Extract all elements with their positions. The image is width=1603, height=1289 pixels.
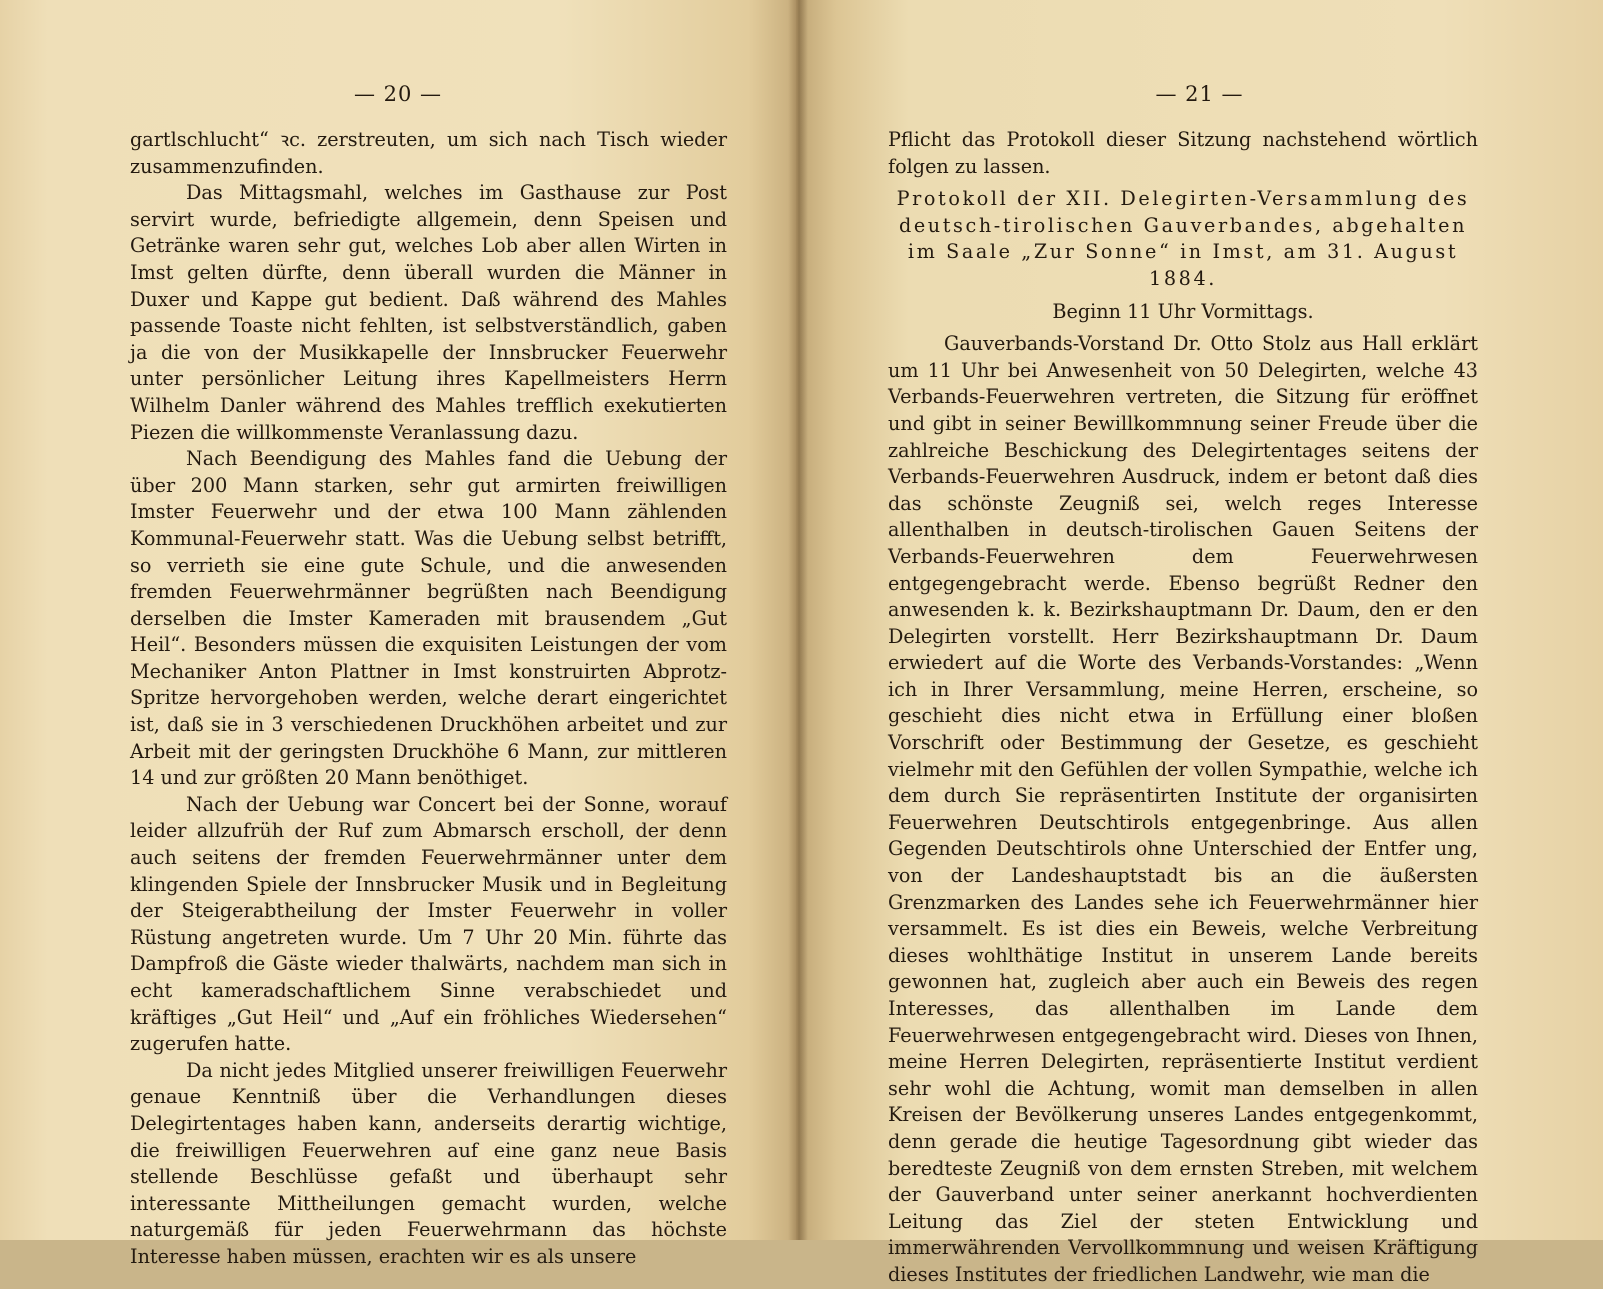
protocol-heading: Protokoll der XII. Delegirten-Versammlung des deutsch-tirolischen Gauverbandes, abgehalten im Saale „Zur Sonne“ in Imst, am 31. August 1884. (896, 187, 1470, 290)
page-number-right: — 21 — (1155, 82, 1244, 106)
paragraph: Das Mittagsmahl, welches im Gasthause zur Post servirt wurde, befriedigte allgemein, denn Speisen und Getränke waren sehr gut, welches Lob aber allen Wirten in Imst gelten dürfte, denn überall wurden die Männer in Duxer und Kappe gut bedient. Daß während des Mahles passende Toaste nicht fehlten, ist selbstverständlich, gaben ja die von der Musikkapelle der Innsbrucker Feuerwehr unter persönlicher Leitung ihres Kapellmeisters Herrn Wilhelm Danler während des Mahles trefflich exekutierten Piezen die willkommenste Veranlassung dazu. (130, 181, 727, 444)
left-page-text (130, 127, 727, 1271)
paragraph: Gauverbands-Vorstand Dr. Otto Stolz aus Hall erklärt um 11 Uhr bei Anwesenheit von 50 Delegirten, welche 43 Verbands-Feuerwehren vertreten, die Sitzung für eröffnet und gibt in seiner Bewillkommnung seiner Freude über die zahlreiche Beschickung des Delegirtentages seitens der Verbands-Feuerwehren Ausdruck, indem er betont daß dies das schönste Zeugniß sei, welch reges Interesse allenthalben in deutsch-tirolischen Gauen Seitens der Verbands-Feuerwehren dem Feuerwehrwesen entgegengebracht werde. Ebenso begrüßt Redner den anwesenden k. k. Bezirkshauptmann Dr. Daum, den er den Delegirten vorstellt. Herr Bezirkshauptmann Dr. Daum erwiedert auf die Worte des Verbands-Vorstandes: „Wenn ich in Ihrer Versammlung, meine Herren, erscheine, so geschieht dies nicht etwa in Erfüllung einer bloßen Vorschrift oder Bestimmung der Gesetze, es geschieht vielmehr mit den Gefühlen der vollen Sympathie, welche ich dem durch Sie repräsentirten Institute der organisirten Feuerwehren Deutschtirols entgegenbringe. Aus allen Gegenden Deutschtirols ohne Unterschied der Entfer ung, von der Landeshauptstadt bis an die äußersten Grenzmarken des Landes sehe ich Feuerwehrmänner hier versammelt. Es ist dies ein Beweis, welche Verbreitung dieses wohlthätige Institut in unserem Lande bereits gewonnen hat, zugleich aber auch ein Beweis des regen Interesses, das allenthalben im Lande dem Feuerwehrwesen entgegengebracht wird. Dieses von Ihnen, meine Herren Delegirten, repräsentierte Institut verdient sehr wohl die Achtung, womit man demselben in allen Kreisen der Bevölkerung unseres Landes entgegenkommt, denn gerade die heutige Tagesordnung gibt wieder das beredteste Zeugniß von dem ernsten Streben, mit welchem der Gauverband unter seiner anerkannt hochverdienten Leitung das Ziel der steten Entwicklung und immerwährenden Vervollkommnung und weisen Kräftigung dieses Institutes der friedlichen Landwehr, wie man die (888, 332, 1478, 1286)
paragraph: Nach der Uebung war Concert bei der Sonne, worauf leider allzufrüh der Ruf zum Abmarsch erscholl, der denn auch seitens der fremden Feuerwehrmänner unter dem klingenden Spiele der Innsbrucker Musik und in Begleitung der Steigerabtheilung der Imster Feuerwehr in voller Rüstung angetreten wurde. Um 7 Uhr 20 Min. führte das Dampfroß die Gäste wieder thalwärts, nachdem man sich in echt kameradschaftlichem Sinne verabschiedet und kräftiges „Gut Heil“ und „Auf ein fröhliches Wiedersehen“ zugerufen hatte. (130, 792, 727, 1056)
page-number-left: — 20 — (353, 82, 443, 106)
paragraph: Pflicht das Protokoll dieser Sitzung nachstehend wörtlich folgen zu lassen. (888, 128, 1478, 178)
paragraph: Da nicht jedes Mitglied unserer freiwilligen Feuerwehr genaue Kenntniß über die Verhandlungen dieses Delegirtentages haben kann, anderseits derartig wichtige, die freiwilligen Feuerwehren auf eine ganz neue Basis stellende Beschlüsse gefaßt und überhaupt sehr interessante Mittheilungen gemacht wurden, welche naturgemäß für jeden Feuerwehrmann das höchste Interesse haben müssen, erachten wir es als unsere (130, 1058, 727, 1268)
paragraph: Nach Beendigung des Mahles fand die Uebung der über 200 Mann starken, sehr gut armirten freiwilligen Imster Feuerwehr und der etwa 100 Mann zählenden Kommunal-Feuerwehr statt. Was die Uebung selbst betrifft, so verrieth sie eine gute Schule, und die anwesenden fremden Feuerwehrmänner begrüßten nach Beendigung derselben die Imster Kameraden mit brausendem „Gut Heil“. Besonders müssen die exquisiten Leistungen der vom Mechaniker Anton Plattner in Imst konstruirten Abprotz-Spritze hervorgehoben werden, welche derart eingerichtet ist, daß sie in 3 verschiedenen Druckhöhen arbeitet und zur Arbeit mit der geringsten Druckhöhe 6 Mann, zur mittleren 14 und zur größten 20 Mann benöthiget. (130, 447, 727, 790)
left-page (0, 0, 796, 1268)
right-page (796, 0, 1603, 1286)
protocol-subheading: Beginn 11 Uhr Vormittags. (1052, 299, 1314, 323)
paragraph: gartlschlucht“ ꝛc. zerstreuten, um sich nach Tisch wieder zusammenzufinden. (130, 128, 727, 178)
right-page-text (888, 127, 1478, 1289)
